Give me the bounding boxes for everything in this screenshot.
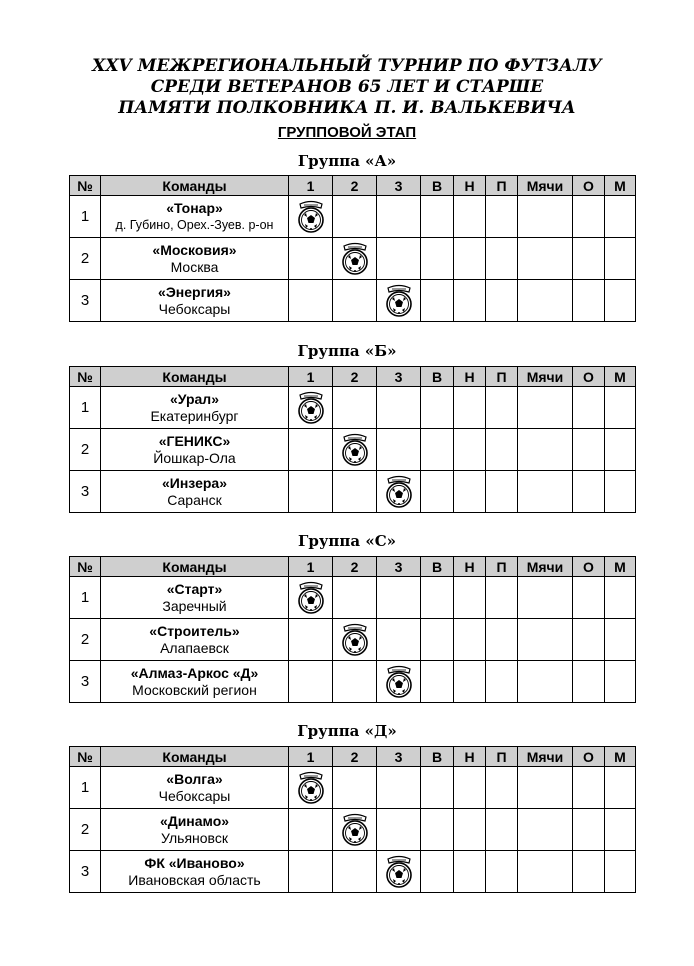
team-name: «ГЕНИКС» bbox=[158, 432, 231, 449]
losses-cell bbox=[486, 577, 518, 619]
match-result-cell bbox=[377, 196, 421, 238]
team-name: «Инзера» bbox=[162, 474, 227, 491]
place-cell bbox=[605, 661, 636, 703]
group-standings-table bbox=[69, 556, 636, 703]
stage-title bbox=[0, 124, 694, 141]
place-cell bbox=[605, 196, 636, 238]
team-number: 1 bbox=[70, 387, 101, 429]
team-name: «Динамо» bbox=[159, 812, 230, 829]
group-title: Группа «Д» bbox=[297, 722, 397, 740]
football-club-emblem-icon bbox=[384, 665, 414, 699]
match-result-cell bbox=[289, 619, 333, 661]
team-city: Ульяновск bbox=[161, 829, 228, 846]
column-header: Мячи bbox=[518, 747, 573, 767]
match-result-cell bbox=[289, 851, 333, 893]
column-header: № bbox=[70, 747, 101, 767]
team-name: «Московия» bbox=[152, 241, 237, 258]
column-header: П bbox=[486, 176, 518, 196]
table-row bbox=[70, 471, 636, 513]
table-header-row bbox=[70, 747, 636, 767]
match-result-cell bbox=[333, 661, 377, 703]
column-header: № bbox=[70, 176, 101, 196]
team-number: 1 bbox=[70, 577, 101, 619]
column-header: О bbox=[573, 176, 605, 196]
tournament-title-line-3: ПАМЯТИ ПОЛКОВНИКА П. И. ВАЛЬКЕВИЧА bbox=[118, 98, 576, 118]
diagonal-emblem-cell bbox=[377, 851, 421, 893]
team-cell bbox=[101, 387, 289, 429]
football-club-emblem-icon bbox=[296, 771, 326, 805]
column-header: 1 bbox=[289, 557, 333, 577]
table-row bbox=[70, 280, 636, 322]
wins-cell bbox=[421, 280, 454, 322]
match-result-cell bbox=[377, 429, 421, 471]
column-header: Н bbox=[454, 557, 486, 577]
team-city: Екатеринбург bbox=[150, 407, 239, 424]
points-cell bbox=[573, 661, 605, 703]
team-name: «Урал» bbox=[170, 390, 219, 407]
goals-cell bbox=[518, 767, 573, 809]
match-result-cell bbox=[333, 196, 377, 238]
team-cell bbox=[101, 809, 289, 851]
table-header-row bbox=[70, 176, 636, 196]
column-header: 3 bbox=[377, 367, 421, 387]
match-result-cell bbox=[333, 471, 377, 513]
team-name: «Старт» bbox=[166, 580, 223, 597]
diagonal-emblem-cell bbox=[289, 196, 333, 238]
column-header: П bbox=[486, 747, 518, 767]
diagonal-emblem-cell bbox=[377, 661, 421, 703]
column-header: 2 bbox=[333, 557, 377, 577]
table-row bbox=[70, 661, 636, 703]
team-number: 1 bbox=[70, 767, 101, 809]
column-header: М bbox=[605, 367, 636, 387]
match-result-cell bbox=[377, 619, 421, 661]
team-name: ФК «Иваново» bbox=[144, 854, 245, 871]
match-result-cell bbox=[333, 767, 377, 809]
losses-cell bbox=[486, 429, 518, 471]
column-header: Мячи bbox=[518, 176, 573, 196]
points-cell bbox=[573, 280, 605, 322]
wins-cell bbox=[421, 387, 454, 429]
football-club-emblem-icon bbox=[340, 433, 370, 467]
table-row bbox=[70, 577, 636, 619]
table-header-row bbox=[70, 367, 636, 387]
column-header: 3 bbox=[377, 176, 421, 196]
column-header: № bbox=[70, 557, 101, 577]
column-header: 3 bbox=[377, 557, 421, 577]
team-name: «Волга» bbox=[166, 770, 223, 787]
football-club-emblem-icon bbox=[296, 391, 326, 425]
team-name: «Строитель» bbox=[149, 622, 240, 639]
losses-cell bbox=[486, 471, 518, 513]
column-header: О bbox=[573, 557, 605, 577]
match-result-cell bbox=[377, 809, 421, 851]
diagonal-emblem-cell bbox=[333, 238, 377, 280]
column-header: М bbox=[605, 176, 636, 196]
draws-cell bbox=[454, 619, 486, 661]
column-header: 1 bbox=[289, 367, 333, 387]
losses-cell bbox=[486, 238, 518, 280]
column-header: П bbox=[486, 367, 518, 387]
draws-cell bbox=[454, 387, 486, 429]
match-result-cell bbox=[377, 238, 421, 280]
group-title: Группа «Б» bbox=[297, 342, 397, 360]
table-header-row bbox=[70, 557, 636, 577]
losses-cell bbox=[486, 767, 518, 809]
match-result-cell bbox=[377, 577, 421, 619]
table-row bbox=[70, 767, 636, 809]
football-club-emblem-icon bbox=[296, 581, 326, 615]
team-name: «Тонар» bbox=[166, 199, 223, 216]
team-city: Московский регион bbox=[132, 681, 257, 698]
losses-cell bbox=[486, 280, 518, 322]
goals-cell bbox=[518, 851, 573, 893]
team-city: Алапаевск bbox=[160, 639, 229, 656]
draws-cell bbox=[454, 577, 486, 619]
team-cell bbox=[101, 196, 289, 238]
goals-cell bbox=[518, 196, 573, 238]
team-city: Ивановская область bbox=[128, 871, 261, 888]
points-cell bbox=[573, 809, 605, 851]
column-header: О bbox=[573, 367, 605, 387]
team-cell bbox=[101, 280, 289, 322]
losses-cell bbox=[486, 196, 518, 238]
table-row bbox=[70, 429, 636, 471]
points-cell bbox=[573, 196, 605, 238]
team-cell bbox=[101, 238, 289, 280]
team-city: Москва bbox=[170, 258, 219, 275]
place-cell bbox=[605, 577, 636, 619]
match-result-cell bbox=[289, 429, 333, 471]
team-city: Саранск bbox=[167, 491, 222, 508]
place-cell bbox=[605, 387, 636, 429]
column-header: О bbox=[573, 747, 605, 767]
football-club-emblem-icon bbox=[384, 475, 414, 509]
column-header: Н bbox=[454, 747, 486, 767]
football-club-emblem-icon bbox=[340, 623, 370, 657]
draws-cell bbox=[454, 196, 486, 238]
column-header: Н bbox=[454, 367, 486, 387]
football-club-emblem-icon bbox=[384, 284, 414, 318]
team-cell bbox=[101, 577, 289, 619]
draws-cell bbox=[454, 767, 486, 809]
column-header: 3 bbox=[377, 747, 421, 767]
table-row bbox=[70, 387, 636, 429]
tournament-title-line-2: СРЕДИ ВЕТЕРАНОВ 65 ЛЕТ И СТАРШЕ bbox=[150, 77, 544, 97]
match-result-cell bbox=[333, 851, 377, 893]
wins-cell bbox=[421, 809, 454, 851]
goals-cell bbox=[518, 809, 573, 851]
match-result-cell bbox=[289, 661, 333, 703]
team-cell bbox=[101, 851, 289, 893]
diagonal-emblem-cell bbox=[333, 809, 377, 851]
diagonal-emblem-cell bbox=[377, 280, 421, 322]
wins-cell bbox=[421, 196, 454, 238]
column-header: В bbox=[421, 747, 454, 767]
goals-cell bbox=[518, 387, 573, 429]
column-header: 2 bbox=[333, 367, 377, 387]
column-header: 2 bbox=[333, 176, 377, 196]
team-number: 2 bbox=[70, 619, 101, 661]
wins-cell bbox=[421, 851, 454, 893]
column-header: 1 bbox=[289, 176, 333, 196]
team-city: Заречный bbox=[162, 597, 227, 614]
wins-cell bbox=[421, 429, 454, 471]
column-header: № bbox=[70, 367, 101, 387]
team-cell bbox=[101, 619, 289, 661]
team-cell bbox=[101, 661, 289, 703]
losses-cell bbox=[486, 851, 518, 893]
points-cell bbox=[573, 767, 605, 809]
goals-cell bbox=[518, 429, 573, 471]
draws-cell bbox=[454, 471, 486, 513]
match-result-cell bbox=[377, 387, 421, 429]
diagonal-emblem-cell bbox=[289, 577, 333, 619]
team-name: «Алмаз-Аркос «Д» bbox=[130, 664, 259, 681]
draws-cell bbox=[454, 809, 486, 851]
goals-cell bbox=[518, 577, 573, 619]
team-cell bbox=[101, 471, 289, 513]
column-header: Команды bbox=[101, 176, 289, 196]
column-header: М bbox=[605, 747, 636, 767]
team-name: «Энергия» bbox=[158, 283, 231, 300]
place-cell bbox=[605, 767, 636, 809]
football-club-emblem-icon bbox=[296, 200, 326, 234]
draws-cell bbox=[454, 429, 486, 471]
draws-cell bbox=[454, 851, 486, 893]
match-result-cell bbox=[289, 238, 333, 280]
column-header: Команды bbox=[101, 557, 289, 577]
team-city: Чебоксары bbox=[158, 787, 231, 804]
table-row bbox=[70, 851, 636, 893]
team-cell bbox=[101, 429, 289, 471]
diagonal-emblem-cell bbox=[289, 387, 333, 429]
stage-title-text: ГРУППОВОЙ ЭТАП bbox=[277, 124, 417, 141]
match-result-cell bbox=[289, 471, 333, 513]
points-cell bbox=[573, 851, 605, 893]
diagonal-emblem-cell bbox=[333, 429, 377, 471]
losses-cell bbox=[486, 809, 518, 851]
place-cell bbox=[605, 238, 636, 280]
losses-cell bbox=[486, 619, 518, 661]
place-cell bbox=[605, 851, 636, 893]
table-row bbox=[70, 809, 636, 851]
losses-cell bbox=[486, 661, 518, 703]
column-header: В bbox=[421, 367, 454, 387]
points-cell bbox=[573, 387, 605, 429]
place-cell bbox=[605, 429, 636, 471]
wins-cell bbox=[421, 577, 454, 619]
column-header: П bbox=[486, 557, 518, 577]
column-header: В bbox=[421, 557, 454, 577]
wins-cell bbox=[421, 661, 454, 703]
draws-cell bbox=[454, 661, 486, 703]
team-number: 2 bbox=[70, 809, 101, 851]
group-standings-table bbox=[69, 746, 636, 893]
points-cell bbox=[573, 471, 605, 513]
football-club-emblem-icon bbox=[384, 855, 414, 889]
football-club-emblem-icon bbox=[340, 242, 370, 276]
column-header: В bbox=[421, 176, 454, 196]
team-city: Йошкар-Ола bbox=[153, 449, 236, 466]
tournament-title-line-1: XXV МЕЖРЕГИОНАЛЬНЫЙ ТУРНИР ПО ФУТЗАЛУ bbox=[92, 56, 602, 76]
points-cell bbox=[573, 238, 605, 280]
team-number: 3 bbox=[70, 661, 101, 703]
team-city: д. Губино, Орех.-Зуев. р-он bbox=[115, 217, 274, 232]
draws-cell bbox=[454, 238, 486, 280]
diagonal-emblem-cell bbox=[289, 767, 333, 809]
team-cell bbox=[101, 767, 289, 809]
table-row bbox=[70, 619, 636, 661]
points-cell bbox=[573, 619, 605, 661]
wins-cell bbox=[421, 619, 454, 661]
goals-cell bbox=[518, 619, 573, 661]
team-number: 3 bbox=[70, 851, 101, 893]
match-result-cell bbox=[289, 809, 333, 851]
place-cell bbox=[605, 280, 636, 322]
group-title: Группа «А» bbox=[297, 152, 397, 170]
goals-cell bbox=[518, 661, 573, 703]
column-header: Команды bbox=[101, 367, 289, 387]
goals-cell bbox=[518, 238, 573, 280]
table-row bbox=[70, 196, 636, 238]
wins-cell bbox=[421, 238, 454, 280]
match-result-cell bbox=[377, 767, 421, 809]
goals-cell bbox=[518, 471, 573, 513]
table-row bbox=[70, 238, 636, 280]
diagonal-emblem-cell bbox=[333, 619, 377, 661]
column-header: 2 bbox=[333, 747, 377, 767]
team-number: 1 bbox=[70, 196, 101, 238]
wins-cell bbox=[421, 471, 454, 513]
match-result-cell bbox=[289, 280, 333, 322]
goals-cell bbox=[518, 280, 573, 322]
column-header: Н bbox=[454, 176, 486, 196]
column-header: 1 bbox=[289, 747, 333, 767]
team-number: 2 bbox=[70, 238, 101, 280]
points-cell bbox=[573, 577, 605, 619]
match-result-cell bbox=[333, 280, 377, 322]
points-cell bbox=[573, 429, 605, 471]
column-header: М bbox=[605, 557, 636, 577]
group-title: Группа «С» bbox=[297, 532, 397, 550]
match-result-cell bbox=[333, 387, 377, 429]
football-club-emblem-icon bbox=[340, 813, 370, 847]
column-header: Мячи bbox=[518, 367, 573, 387]
team-number: 3 bbox=[70, 471, 101, 513]
group-standings-table bbox=[69, 366, 636, 513]
place-cell bbox=[605, 471, 636, 513]
draws-cell bbox=[454, 280, 486, 322]
column-header: Команды bbox=[101, 747, 289, 767]
wins-cell bbox=[421, 767, 454, 809]
team-city: Чебоксары bbox=[158, 300, 231, 317]
column-header: Мячи bbox=[518, 557, 573, 577]
place-cell bbox=[605, 809, 636, 851]
team-number: 3 bbox=[70, 280, 101, 322]
losses-cell bbox=[486, 387, 518, 429]
place-cell bbox=[605, 619, 636, 661]
diagonal-emblem-cell bbox=[377, 471, 421, 513]
match-result-cell bbox=[333, 577, 377, 619]
team-number: 2 bbox=[70, 429, 101, 471]
group-standings-table bbox=[69, 175, 636, 322]
